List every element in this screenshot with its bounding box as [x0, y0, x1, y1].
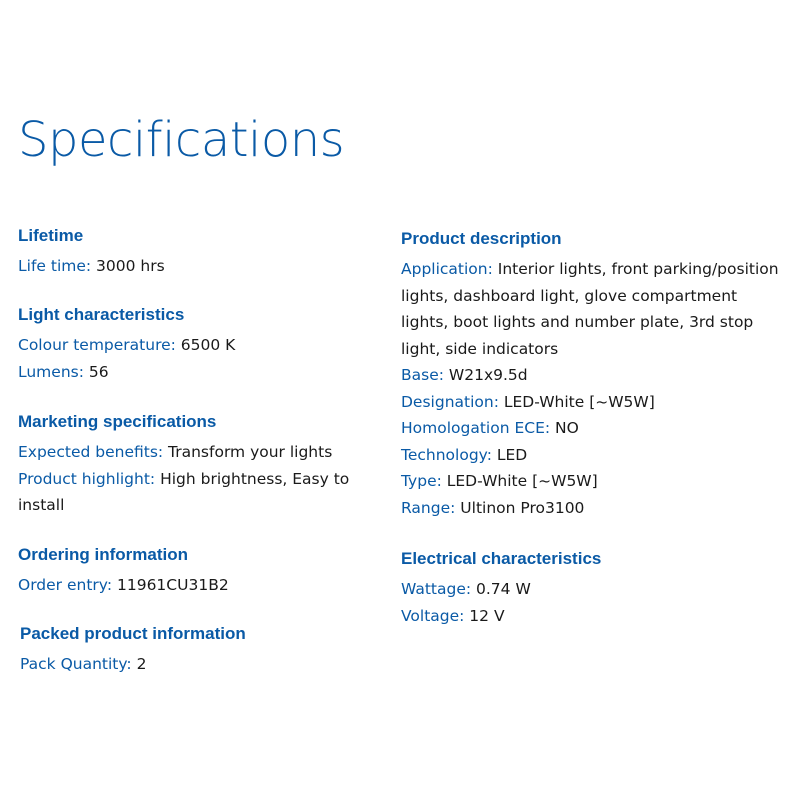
spec-row-base — [401, 362, 781, 389]
spec-label: Pack Quantity: — [20, 655, 132, 673]
spec-label: Voltage: — [401, 606, 465, 625]
spec-row-pack-quantity — [20, 651, 390, 678]
spec-value: Ultinon Pro3100 — [455, 498, 585, 517]
spec-row-product-highlight — [18, 466, 390, 519]
section-heading: Lifetime — [18, 226, 84, 245]
section-light-characteristics — [18, 302, 388, 385]
spec-value: LED-White [~W5W] — [441, 472, 598, 490]
spec-label: Application: — [401, 260, 493, 278]
spec-value: 3000 hrs — [91, 257, 165, 275]
spec-value: High brightness, Easy to install — [18, 469, 350, 514]
section-heading: Packed product information — [20, 624, 246, 643]
spec-label: Wattage: — [401, 580, 472, 598]
spec-row-order-entry — [18, 572, 388, 599]
spec-value: Interior lights, front parking/position lights, dashboard light, glove compartment lights, boot lights and number plate, 3rd stop light, side indicators — [401, 260, 779, 358]
spec-row-technology — [401, 442, 781, 469]
spec-label: Technology: — [401, 445, 492, 464]
spec-value: Transform your lights — [163, 443, 333, 461]
spec-value: 11961CU31B2 — [112, 576, 229, 594]
spec-row-colour-temperature — [18, 332, 388, 359]
spec-value: 0.74 W — [471, 580, 531, 598]
spec-row-life-time — [18, 253, 388, 280]
spec-value: 6500 K — [175, 336, 236, 354]
section-electrical-characteristics — [401, 546, 781, 629]
spec-row-wattage — [401, 576, 781, 603]
spec-label: Designation: — [401, 392, 499, 411]
spec-value: 2 — [131, 655, 147, 673]
spec-label: Life time: — [18, 257, 92, 275]
spec-row-voltage — [401, 603, 781, 630]
spec-value: W21x9.5d — [443, 366, 528, 384]
section-product-description — [401, 226, 781, 521]
spec-label: Base: — [401, 366, 444, 384]
section-heading: Product description — [401, 229, 562, 248]
spec-value: 56 — [83, 362, 109, 381]
spec-row-application — [401, 256, 781, 362]
section-lifetime — [18, 223, 388, 280]
spec-label: Lumens: — [18, 362, 84, 381]
spec-value: LED — [491, 445, 528, 464]
spec-row-range — [401, 495, 781, 522]
section-heading: Marketing specifications — [18, 412, 217, 431]
spec-value: 12 V — [464, 606, 505, 625]
spec-label: Homologation ECE: — [401, 419, 551, 437]
spec-row-designation — [401, 389, 781, 416]
spec-label: Order entry: — [18, 576, 113, 594]
section-packed-product-information — [20, 621, 390, 678]
section-heading: Ordering information — [18, 545, 188, 564]
section-heading: Electrical characteristics — [401, 549, 602, 568]
spec-label: Expected benefits: — [18, 443, 164, 461]
spec-row-type — [401, 468, 781, 495]
page-title: Specifications — [18, 112, 345, 168]
section-heading: Light characteristics — [18, 305, 185, 324]
spec-value: NO — [550, 419, 579, 437]
spec-label: Colour temperature: — [18, 336, 176, 354]
section-marketing-specifications — [18, 409, 390, 519]
spec-row-lumens — [18, 359, 388, 386]
spec-label: Product highlight: — [18, 469, 156, 488]
spec-row-homologation-ece — [401, 415, 781, 442]
spec-value: LED-White [~W5W] — [498, 392, 655, 411]
spec-label: Range: — [401, 498, 456, 517]
spec-label: Type: — [401, 472, 442, 490]
spec-row-expected-benefits — [18, 439, 390, 466]
section-ordering-information — [18, 542, 388, 599]
